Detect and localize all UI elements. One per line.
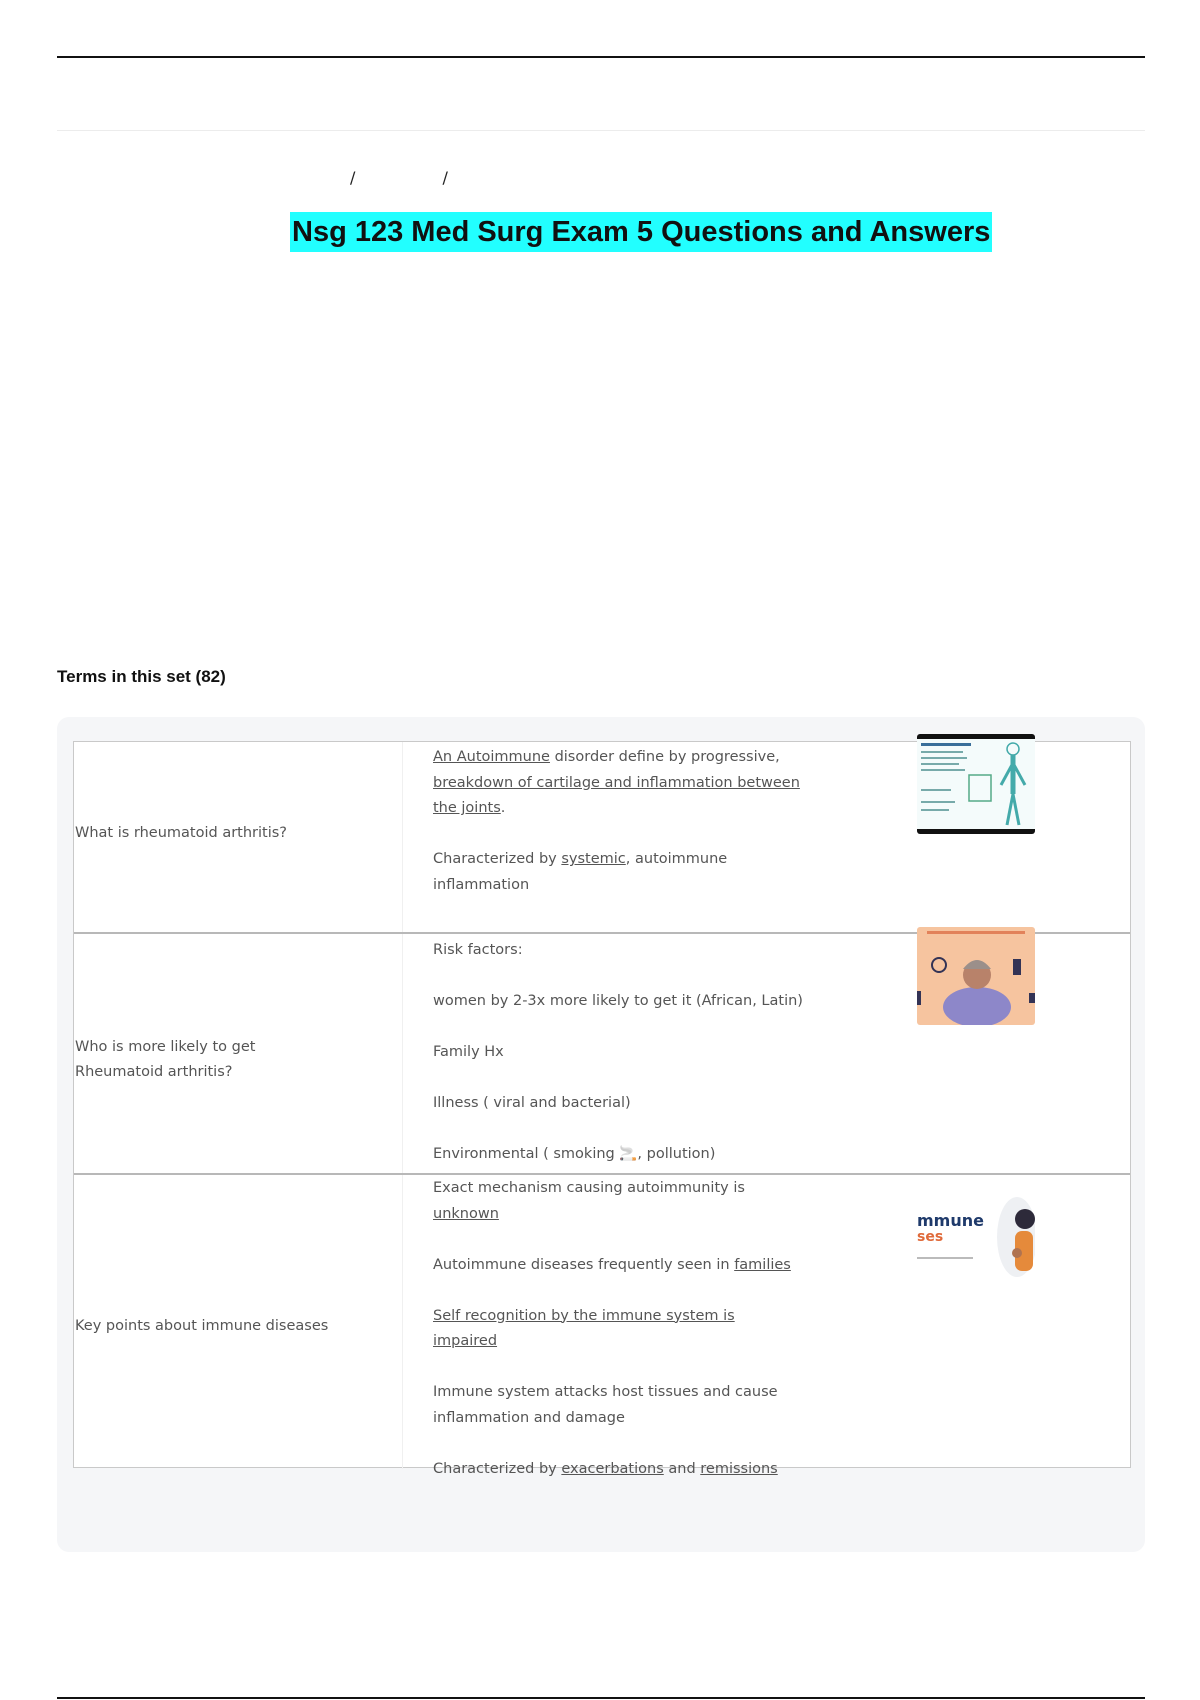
underlined-text: the joints [433, 800, 501, 816]
anatomy-diagram-icon [917, 739, 1035, 829]
bottom-rule [57, 1697, 1145, 1699]
card-row [74, 932, 1130, 1175]
definition-line [433, 873, 803, 899]
definition-gap [433, 1278, 803, 1304]
underlined-text: unknown [433, 1205, 499, 1222]
definition-text: Immune system attacks host tissues and cause [433, 1384, 778, 1400]
definition-line [433, 1304, 803, 1355]
card-definition [433, 745, 803, 898]
underlined-text: Self recognition by the immune system is impaired [433, 1307, 735, 1349]
underlined-text: families [734, 1256, 791, 1273]
breadcrumb [350, 168, 448, 187]
breadcrumb-separator: / [350, 168, 356, 187]
definition-line [433, 1253, 803, 1279]
risk-factors-illustration-icon [917, 927, 1035, 1025]
definition-text: and [663, 1460, 701, 1477]
definition-line [433, 1091, 803, 1117]
definition-line [433, 1457, 803, 1483]
breadcrumb-separator: / [442, 168, 448, 187]
card-definition [433, 1176, 803, 1482]
card-row [74, 1173, 1130, 1477]
card-term: Key points about immune diseases [75, 1318, 329, 1334]
card-term: What is rheumatoid arthritis? [75, 825, 287, 841]
underlined-text: exacerbations [561, 1460, 664, 1477]
definition-line [433, 1176, 803, 1202]
card-table [73, 741, 1131, 1477]
definition-line [433, 1040, 803, 1066]
definition-gap [433, 1355, 803, 1381]
card-term: Who is more likely to get Rheumatoid arthritis? [75, 1039, 256, 1080]
definition-gap [433, 964, 803, 990]
definition-line [433, 1380, 803, 1406]
definition-line [433, 771, 803, 797]
definition-gap [433, 1066, 803, 1092]
definition-text: Autoimmune diseases frequently seen in [433, 1256, 735, 1273]
definition-text: Characterized by [433, 1460, 562, 1477]
definition-line [433, 1142, 803, 1168]
definition-line [433, 1406, 803, 1432]
definition-gap [433, 1227, 803, 1253]
definition-gap [433, 1117, 803, 1143]
definition-gap [433, 1015, 803, 1041]
column-divider [402, 742, 403, 932]
underlined-text: breakdown of cartilage and inflammation between [433, 774, 800, 791]
card-image[interactable] [917, 734, 1035, 834]
card-image[interactable] [917, 1195, 1035, 1281]
definition-text: inflammation [433, 876, 530, 893]
column-divider [402, 934, 403, 1175]
page-title: Nsg 123 Med Surg Exam 5 Questions and Answers [290, 212, 992, 252]
definition-line [433, 847, 803, 873]
definition-text: women by 2-3x more likely to get it (African, Latin) [433, 993, 803, 1009]
immune-person-illustration-icon [917, 1195, 1035, 1281]
definition-gap [433, 1431, 803, 1457]
top-rule [57, 56, 1145, 58]
definition-text: disorder define by progressive, [549, 749, 780, 765]
terms-heading: Terms in this set (82) [57, 667, 226, 686]
definition-text: Family Hx [433, 1044, 504, 1060]
definition-text: Exact mechanism causing autoimmunity is [433, 1180, 745, 1196]
definition-gap [433, 822, 803, 848]
definition-text: Characterized by [433, 851, 562, 867]
thumb-text: mmune [917, 1211, 984, 1230]
underlined-text: systemic [561, 851, 626, 867]
card-image[interactable] [917, 927, 1035, 1025]
header-divider [57, 130, 1145, 131]
definition-line [433, 989, 803, 1015]
thumb-text: ses [917, 1229, 944, 1245]
definition-line [433, 796, 803, 822]
definition-line [433, 938, 803, 964]
card-row [74, 742, 1130, 932]
definition-text: , autoimmune [625, 851, 728, 867]
card-definition [433, 938, 803, 1168]
definition-text: . [500, 800, 506, 816]
definition-text: Environmental ( smoking 🚬, pollution) [433, 1146, 716, 1162]
definition-text: Risk factors: [433, 942, 523, 958]
definition-line [433, 745, 803, 771]
definition-line [433, 1202, 803, 1228]
column-divider [402, 1175, 403, 1469]
definition-text: Illness ( viral and bacterial) [433, 1095, 631, 1111]
underlined-text: remissions [700, 1460, 778, 1477]
terms-panel [57, 717, 1145, 1552]
definition-text: inflammation and damage [433, 1409, 625, 1426]
underlined-text: An Autoimmune [433, 749, 550, 765]
